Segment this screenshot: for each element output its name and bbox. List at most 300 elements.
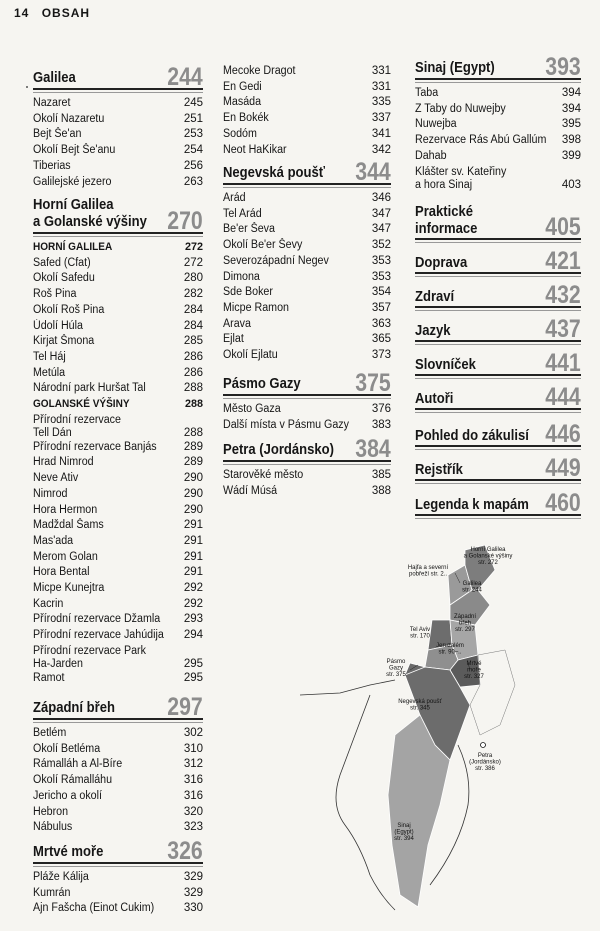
toc-entry-page: 286 [183, 366, 203, 379]
map-label-petra [469, 753, 501, 772]
toc-entry-label: Okolí Roš Pina [33, 303, 105, 316]
toc-section [223, 369, 391, 433]
toc-entry-label: Sde Boker [223, 286, 273, 299]
section-title: Západní břeh [33, 700, 115, 716]
toc-entry-page: 254 [183, 144, 203, 157]
toc-entry-label: Nuwejba [415, 118, 457, 131]
map-label-jeruz [436, 643, 464, 656]
toc-row [33, 820, 203, 836]
toc-row [33, 581, 203, 597]
toc-entry-page: 329 [183, 886, 203, 899]
toc-row [33, 628, 203, 644]
map-label-line: Petra [477, 753, 493, 759]
section-page: 270 [167, 207, 203, 235]
toc-row [33, 671, 203, 687]
toc-entry-page: 302 [183, 727, 203, 739]
toc-entry-page: 310 [183, 742, 203, 755]
map-label-line: Horní Galilea [470, 547, 506, 553]
map-label-line: a Golanské výšiny [463, 553, 513, 560]
map-label-galilea [462, 581, 482, 594]
toc-entry-page: 284 [183, 303, 203, 316]
major-section-title: Pohled do zákulisí [415, 428, 529, 444]
toc-entry-page: 403 [561, 178, 581, 191]
toc-entry-label: Micpe Kunejtra [33, 582, 105, 595]
toc-entry-label: Nábulus [33, 821, 73, 834]
map-label-line: Sinaj [397, 823, 411, 829]
toc-entry-page: 330 [183, 902, 203, 915]
section-rows [223, 64, 391, 158]
toc-row [33, 350, 203, 366]
major-section [415, 315, 581, 343]
toc-entry-page: 288 [183, 426, 203, 439]
toc-entry-label: Wádí Músá [223, 484, 278, 497]
toc-entry-label: Okolí Bejt Še'anu [33, 144, 116, 157]
toc-row [33, 757, 203, 773]
map-label-line: str. 394 [394, 836, 414, 842]
toc-entry-label: Tel Arád [223, 207, 262, 220]
major-section-page: 444 [545, 383, 581, 411]
toc-entry-page: 335 [371, 96, 391, 109]
toc-entry-label: Nazaret [33, 97, 71, 109]
toc-entry-page: 253 [183, 128, 203, 141]
major-section [415, 383, 581, 411]
map-label-line: (Egypt) [394, 829, 414, 836]
toc-entry-label: Hora Hermon [33, 503, 98, 516]
toc-row [415, 117, 581, 133]
toc-entry-page: 399 [561, 149, 581, 162]
toc-row [33, 334, 203, 350]
toc-row [33, 644, 203, 671]
toc-entry-page: 395 [561, 118, 581, 131]
coastline [300, 680, 395, 910]
toc-entry-page: 346 [371, 192, 391, 204]
toc-entry-label: Micpe Ramon [223, 301, 289, 314]
toc-row [33, 597, 203, 613]
toc-section [33, 63, 203, 190]
major-section-page: 405 [545, 213, 581, 241]
section-heading [223, 369, 391, 397]
toc-row [223, 418, 391, 434]
section-title: Pásmo Gazy [223, 376, 301, 392]
toc-entry-page: 290 [183, 503, 203, 516]
toc-entry-label: Okolí Nazaretu [33, 112, 105, 125]
toc-row [33, 612, 203, 628]
map-label-line: moře [467, 667, 481, 674]
toc-entry-label: Neve Ativ [33, 472, 79, 485]
toc-row [33, 550, 203, 566]
toc-row [223, 95, 391, 111]
toc-entry-label: Merom Golan [33, 550, 98, 563]
toc-row [33, 886, 203, 902]
toc-entry-label: Madždal Šams [33, 519, 104, 532]
toc-entry-page: 323 [183, 821, 203, 834]
toc-row [415, 165, 581, 192]
toc-row [33, 287, 203, 303]
toc-row [33, 303, 203, 319]
toc-entry-page: 291 [183, 534, 203, 547]
toc-entry-page: 282 [183, 288, 203, 301]
toc-entry-page: 373 [371, 349, 391, 362]
toc-entry-label: Klášter sv. Kateřiny a hora Sinaj [415, 165, 507, 191]
section-page: 297 [167, 693, 203, 721]
toc-entry-page: 342 [371, 143, 391, 156]
toc-row [33, 901, 203, 917]
toc-row [415, 102, 581, 118]
toc-row [223, 317, 391, 333]
map-label-line: (Jordánsko) [469, 759, 501, 766]
toc-row [33, 256, 203, 272]
toc-entry-label: Kirjat Šmona [33, 335, 95, 348]
map-label-mrtve [464, 661, 484, 680]
toc-entry-page: 292 [183, 597, 203, 610]
toc-row [33, 503, 203, 519]
toc-entry-page: 293 [183, 613, 203, 626]
toc-entry-label: Dimona [223, 270, 260, 283]
major-section-page: 432 [545, 281, 581, 309]
major-section-title: Doprava [415, 255, 468, 271]
map-label-line: str. 327 [464, 674, 484, 680]
toc-entry-label: Hrad Nimrod [33, 456, 94, 469]
map-label-line: str. 386 [475, 766, 495, 772]
toc-section [33, 837, 203, 917]
toc-entry-page: 331 [371, 65, 391, 77]
section-page: 384 [355, 435, 391, 463]
toc-entry-label: Z Taby do Nuwejby [415, 102, 506, 115]
toc-entry-label: Arád [223, 192, 246, 204]
toc-row [33, 455, 203, 471]
toc-entry-label: Okolí Betléma [33, 742, 101, 755]
section-heading [33, 63, 203, 91]
section-rows [223, 191, 391, 364]
section-page: 344 [355, 158, 391, 186]
toc-entry-page: 284 [183, 319, 203, 332]
map-label-line: Jeruzalém [436, 643, 464, 649]
major-section [415, 489, 581, 517]
toc-row [223, 301, 391, 317]
section-title: Mrtvé moře [33, 844, 104, 860]
map-label-line: Gazy [388, 665, 404, 672]
map-label-line: břeh [458, 620, 472, 627]
toc-entry-page: 288 [184, 398, 203, 411]
map-label-line: str. 345 [410, 705, 430, 712]
toc-row [33, 96, 203, 112]
toc-section [223, 64, 391, 158]
major-section-page: 421 [545, 247, 581, 275]
major-section-title: Legenda k mapám [415, 497, 529, 513]
toc-row [33, 471, 203, 487]
toc-row [33, 159, 203, 175]
toc-row [33, 381, 203, 397]
major-section-page: 446 [545, 420, 581, 448]
major-section-page: 441 [545, 349, 581, 377]
major-section-page: 449 [545, 454, 581, 482]
map-label-telaviv [410, 627, 431, 640]
toc-row [223, 64, 391, 80]
toc-row [33, 518, 203, 534]
running-header [14, 6, 90, 20]
toc-entry-page: 285 [183, 335, 203, 348]
toc-row [33, 534, 203, 550]
toc-entry-page: 290 [183, 487, 203, 500]
toc-row [223, 254, 391, 270]
toc-entry-label: Rezervace Rás Abú Gallúm [415, 134, 547, 147]
toc-entry-label: Přírodní rezervace Jahúdija [33, 629, 164, 642]
major-section-page: 460 [545, 489, 581, 517]
section-title: Petra (Jordánsko) [223, 442, 334, 458]
toc-entry-label: Roš Pina [33, 288, 77, 301]
toc-section [33, 197, 203, 687]
toc-entry-label: Město Gaza [223, 403, 281, 415]
toc-entry-page: 295 [183, 657, 203, 670]
toc-row [33, 397, 203, 413]
toc-entry-label: Okolí Ejlatu [223, 349, 278, 362]
toc-entry-page: 357 [371, 301, 391, 314]
toc-row [33, 271, 203, 287]
section-page: 375 [355, 369, 391, 397]
section-heading [33, 693, 203, 721]
major-section-title: Zdraví [415, 289, 455, 305]
toc-entry-label: Severozápadní Negev [223, 254, 329, 267]
toc-entry-label: Pláže Kálija [33, 871, 89, 883]
toc-row [223, 143, 391, 159]
major-section [415, 454, 581, 482]
section-heading [223, 435, 391, 463]
toc-entry-label: Starověké město [223, 469, 304, 481]
major-section [415, 281, 581, 309]
toc-entry-page: 256 [183, 159, 203, 172]
toc-entry-label: Mas'ada [33, 534, 74, 547]
toc-row [223, 207, 391, 223]
map-label-line: str. 170 [410, 633, 430, 640]
toc-entry-page: 353 [371, 254, 391, 267]
toc-row [33, 805, 203, 821]
toc-row [33, 565, 203, 581]
toc-entry-label: Taba [415, 87, 439, 99]
toc-entry-label: Přírodní rezervace Park Ha-Jarden [33, 644, 146, 670]
map-label-line: Pásmo [386, 659, 406, 665]
toc-row [33, 240, 203, 256]
toc-entry-label: Galilejské jezero [33, 175, 112, 188]
section-title: Negevská poušť [223, 165, 325, 181]
toc-entry-page: 354 [371, 286, 391, 299]
toc-row [33, 870, 203, 886]
toc-section [415, 53, 581, 192]
toc-entry-label: Okolí Rámalláhu [33, 774, 113, 787]
map-label-line: str. 90–.. [438, 649, 462, 656]
toc-row [223, 285, 391, 301]
toc-entry-page: 331 [371, 80, 391, 93]
toc-row [223, 402, 391, 418]
toc-entry-label: Tiberias [33, 159, 71, 172]
toc-row [33, 127, 203, 143]
map-label-line: Negevská poušť [398, 699, 442, 705]
toc-row [33, 175, 203, 191]
toc-row [223, 222, 391, 238]
toc-row [223, 270, 391, 286]
toc-entry-page: 329 [183, 871, 203, 883]
map-label-line: str. 272 [478, 560, 498, 566]
toc-entry-label: Ramot [33, 671, 65, 684]
section-rows [33, 96, 203, 190]
toc-entry-page: 352 [371, 239, 391, 252]
toc-entry-page: 347 [371, 223, 391, 236]
toc-row [33, 366, 203, 382]
toc-row [33, 742, 203, 758]
toc-entry-page: 316 [183, 789, 203, 802]
toc-row [415, 133, 581, 149]
toc-entry-label: Bejt Še'an [33, 128, 82, 141]
toc-row [223, 238, 391, 254]
toc-entry-label: HORNÍ GALILEA [33, 241, 113, 253]
toc-entry-page: 341 [371, 127, 391, 140]
toc-entry-page: 337 [371, 112, 391, 125]
section-title: Galilea [33, 70, 76, 86]
map-label-line: Tel Aviv [409, 627, 431, 633]
toc-row [223, 191, 391, 207]
toc-entry-page: 291 [183, 550, 203, 563]
toc-row [223, 111, 391, 127]
toc-entry-page: 398 [561, 134, 581, 147]
major-section-title: Praktické informace [415, 204, 478, 237]
section-page: 326 [167, 837, 203, 865]
section-rows [415, 86, 581, 192]
map-label-gaza [386, 659, 406, 678]
toc-entry-label: Okolí Be'er Ševy [223, 239, 303, 252]
map-label-line: pobřeží str. 2.. [408, 571, 448, 578]
toc-row [415, 149, 581, 165]
section-heading [33, 837, 203, 865]
toc-entry-label: Hebron [33, 805, 69, 818]
toc-row [33, 440, 203, 456]
toc-entry-label: Další místa v Pásmu Gazy [223, 418, 350, 431]
toc-entry-label: Rámalláh a Al-Bíre [33, 758, 123, 771]
section-rows [33, 870, 203, 917]
toc-entry-page: 316 [183, 774, 203, 787]
toc-entry-page: 365 [371, 333, 391, 346]
toc-section [223, 158, 391, 364]
toc-row [223, 332, 391, 348]
toc-entry-label: Nimrod [33, 487, 68, 500]
toc-entry-label: En Gedi [223, 80, 262, 93]
toc-entry-label: En Bokék [223, 112, 269, 125]
toc-row [33, 726, 203, 742]
toc-entry-label: Údolí Húla [33, 319, 83, 332]
major-section [415, 420, 581, 448]
toc-entry-page: 290 [183, 472, 203, 485]
major-section-title: Jazyk [415, 323, 451, 339]
toc-entry-page: 363 [371, 317, 391, 330]
toc-entry-label: Be'er Ševa [223, 223, 275, 236]
toc-entry-page: 353 [371, 270, 391, 283]
toc-entry-page: 289 [183, 440, 203, 453]
section-rows [33, 726, 203, 836]
toc-section [33, 693, 203, 836]
toc-section [223, 435, 391, 499]
major-section [415, 204, 581, 240]
toc-row [223, 484, 391, 500]
toc-row [33, 143, 203, 159]
toc-row [415, 86, 581, 102]
toc-entry-label: Ajn Fašcha (Einot Cukim) [33, 902, 155, 915]
toc-entry-label: Přírodní rezervace Džamla [33, 613, 161, 626]
section-heading [223, 158, 391, 186]
map-label-line: str. 297 [455, 627, 475, 633]
toc-entry-label: Okolí Safedu [33, 272, 95, 285]
section-page: 393 [545, 53, 581, 81]
toc-row [33, 319, 203, 335]
toc-entry-page: 376 [371, 403, 391, 415]
toc-entry-label: Safed (Cfat) [33, 256, 91, 269]
toc-entry-label: Sodóm [223, 127, 257, 140]
toc-entry-page: 292 [183, 582, 203, 595]
map-label-line: Mrtvé [466, 661, 482, 667]
major-section [415, 247, 581, 275]
toc-entry-label: Masáda [223, 96, 262, 109]
major-section-page: 437 [545, 315, 581, 343]
major-section-title: Rejstřík [415, 462, 463, 478]
toc-entry-label: Arava [223, 317, 251, 330]
section-title: Sinaj (Egypt) [415, 60, 495, 76]
toc-entry-page: 263 [183, 175, 203, 188]
toc-row [223, 127, 391, 143]
toc-entry-label: Kumrán [33, 886, 71, 899]
toc-row [223, 348, 391, 364]
toc-entry-label: Neot HaKikar [223, 143, 287, 156]
toc-entry-page: 295 [183, 671, 203, 684]
page-number: 14 [14, 6, 30, 20]
toc-entry-page: 394 [561, 87, 581, 99]
section-heading [415, 53, 581, 81]
toc-entry-page: 245 [183, 97, 203, 109]
toc-entry-page: 291 [183, 566, 203, 579]
toc-entry-page: 394 [561, 102, 581, 115]
major-section-title: Slovníček [415, 357, 476, 373]
map-label-line: str. 375 [386, 672, 406, 678]
section-heading [33, 197, 203, 234]
toc-row [223, 80, 391, 96]
toc-entry-label: Přírodní rezervace Tell Dán [33, 413, 121, 439]
region-map [300, 545, 540, 915]
map-label-line: Galilea [462, 581, 482, 587]
toc-row [33, 789, 203, 805]
running-title: OBSAH [41, 6, 91, 20]
toc-entry-page: 388 [371, 484, 391, 497]
toc-entry-page: 251 [183, 112, 203, 125]
major-section-title: Autoři [415, 391, 454, 407]
toc-entry-label: Hora Bental [33, 566, 90, 579]
toc-entry-label: Jericho a okolí [33, 789, 102, 802]
toc-row [33, 112, 203, 128]
toc-entry-page: 385 [371, 469, 391, 481]
toc-entry-page: 294 [183, 629, 203, 642]
toc-entry-label: Přírodní rezervace Banjás [33, 440, 157, 453]
toc-row [223, 468, 391, 484]
toc-row [33, 487, 203, 503]
section-title: Horní Galilea a Golanské výšiny [33, 197, 147, 230]
toc-row [33, 773, 203, 789]
toc-entry-label: Metúla [33, 366, 66, 379]
toc-entry-label: Tel Háj [33, 350, 66, 363]
toc-entry-page: 347 [371, 207, 391, 220]
toc-entry-label: Betlém [33, 727, 67, 739]
toc-entry-page: 272 [184, 241, 203, 253]
toc-entry-label: Ejlat [223, 333, 244, 346]
toc-entry-page: 291 [183, 519, 203, 532]
stray-dot [26, 86, 28, 88]
major-section [415, 349, 581, 377]
toc-entry-page: 280 [183, 272, 203, 285]
section-rows [223, 402, 391, 433]
